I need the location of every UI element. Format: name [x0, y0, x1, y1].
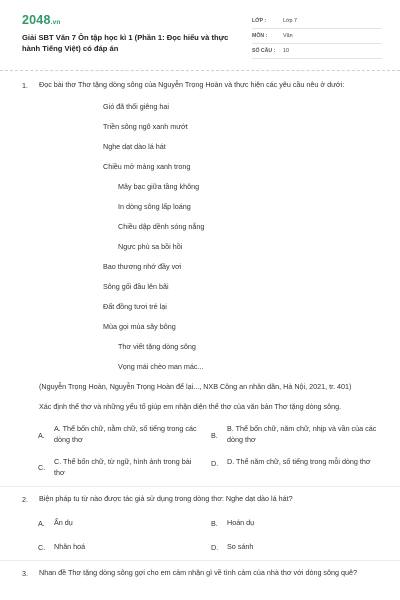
- q2-option-d-letter[interactable]: D.: [211, 543, 219, 552]
- q1-question: Xác định thể thơ và những yếu tố giúp em nhận diện thể thơ của văn bản Thơ tặng dòng sông.: [39, 402, 342, 411]
- poem-line: Gió đã thổi giêng hai: [103, 102, 169, 111]
- meta-class-label: LỚP :: [252, 18, 267, 24]
- meta-subject-label: MÔN :: [252, 33, 268, 39]
- poem-line: Nghe dạt dào lá hát: [103, 142, 166, 151]
- poem-line: Chiều mở mảng xanh trong: [103, 162, 191, 171]
- q1-option-d-letter[interactable]: D.: [211, 459, 219, 468]
- header-divider: [0, 70, 400, 71]
- poem-source: (Nguyễn Trọng Hoàn, Nguyễn Trọng Hoàn để lại..., NXB Công an nhân dân, Hà Nội, 2021, tr. 401): [39, 382, 352, 391]
- q2-option-c-letter[interactable]: C.: [38, 543, 46, 552]
- q2-option-a-letter[interactable]: A.: [38, 519, 45, 528]
- q3-question: Nhan đề Thơ tặng dòng sông gợi cho em cảm nhận gì về tình cảm của nhà thơ với dòng sông quê?: [39, 568, 358, 577]
- poem-line: In dòng sông lấp loáng: [118, 202, 191, 211]
- q2-number: 2.: [22, 495, 28, 504]
- q1-option-c-letter[interactable]: C.: [38, 463, 46, 472]
- poem-line: Sông gối đầu lên bãi: [103, 282, 169, 291]
- q1-option-a-text[interactable]: A. Thể bốn chữ, nằm chữ, số tiếng trong các dòng thơ: [54, 424, 197, 444]
- site-logo[interactable]: [22, 13, 61, 27]
- question-separator: [0, 486, 400, 487]
- meta-count-label: SỐ CÂU :: [252, 48, 276, 54]
- meta-class: [252, 16, 382, 29]
- meta-count-value: 10: [283, 48, 289, 54]
- q2-question: Biện pháp tu từ nào được tác giả sử dụng trong dòng thơ: Nghe dạt dào lá hát?: [39, 494, 293, 503]
- q1-prompt: Đọc bài thơ Thơ tặng dòng sông của Nguyễn Trọng Hoàn và thực hiện các yêu cầu nêu ở dưới:: [39, 80, 345, 89]
- q1-option-c-text[interactable]: C. Thể bốn chữ, từ ngữ, hình ảnh trong bài thơ: [54, 457, 192, 477]
- meta-class-value: Lớp 7: [283, 18, 298, 24]
- q2-option-b-letter[interactable]: B.: [211, 519, 218, 528]
- poem-line: Bao thương nhớ đầy vơi: [103, 262, 182, 271]
- q2-option-b-text[interactable]: Hoán dụ: [227, 518, 255, 527]
- poem-line: Đất đồng tươi trẻ lại: [103, 302, 167, 311]
- q2-option-a-text[interactable]: Ẩn dụ: [54, 518, 73, 527]
- poem-line: Vọng mái chèo man mác...: [118, 362, 204, 371]
- logo-text: 2048: [22, 13, 51, 27]
- q1-option-a-letter[interactable]: A.: [38, 431, 45, 440]
- poem-line: Mây bạc giữa tầng không: [118, 182, 200, 191]
- q2-option-c-text[interactable]: Nhân hoá: [54, 542, 86, 551]
- meta-subject: [252, 31, 382, 44]
- q1-option-b-text[interactable]: B. Thể bốn chữ, năm chữ, nhịp và vần của các dòng thơ: [227, 424, 377, 444]
- poem-line: Triền sông ngô xanh mướt: [103, 122, 188, 131]
- q2-option-d-text[interactable]: So sánh: [227, 542, 254, 551]
- page-header: [0, 0, 400, 72]
- meta-subject-value: Văn: [283, 33, 293, 39]
- poem-line: Thơ viết tặng dòng sông: [118, 342, 196, 351]
- logo-tld: .vn: [50, 19, 61, 26]
- meta-count: [252, 46, 382, 59]
- q1-number: 1.: [22, 81, 28, 90]
- question-separator: [0, 560, 400, 561]
- q1-option-b-letter[interactable]: B.: [211, 431, 218, 440]
- poem-line: Ngực phù sa bồi hồi: [118, 242, 183, 251]
- page-title: Giải SBT Văn 7 Ôn tập học kì 1 (Phần 1: Đọc hiểu và thực hành Tiếng Việt) có đáp án: [22, 33, 229, 53]
- poem-line: Chiều dập dềnh sóng nắng: [118, 222, 205, 231]
- poem-line: Mùa gọi mùa sây bông: [103, 322, 176, 331]
- q1-option-d-text[interactable]: D. Thể năm chữ, số tiếng trong mỗi dòng thơ: [227, 457, 371, 466]
- meta-info: [252, 16, 382, 61]
- q3-number: 3.: [22, 569, 28, 578]
